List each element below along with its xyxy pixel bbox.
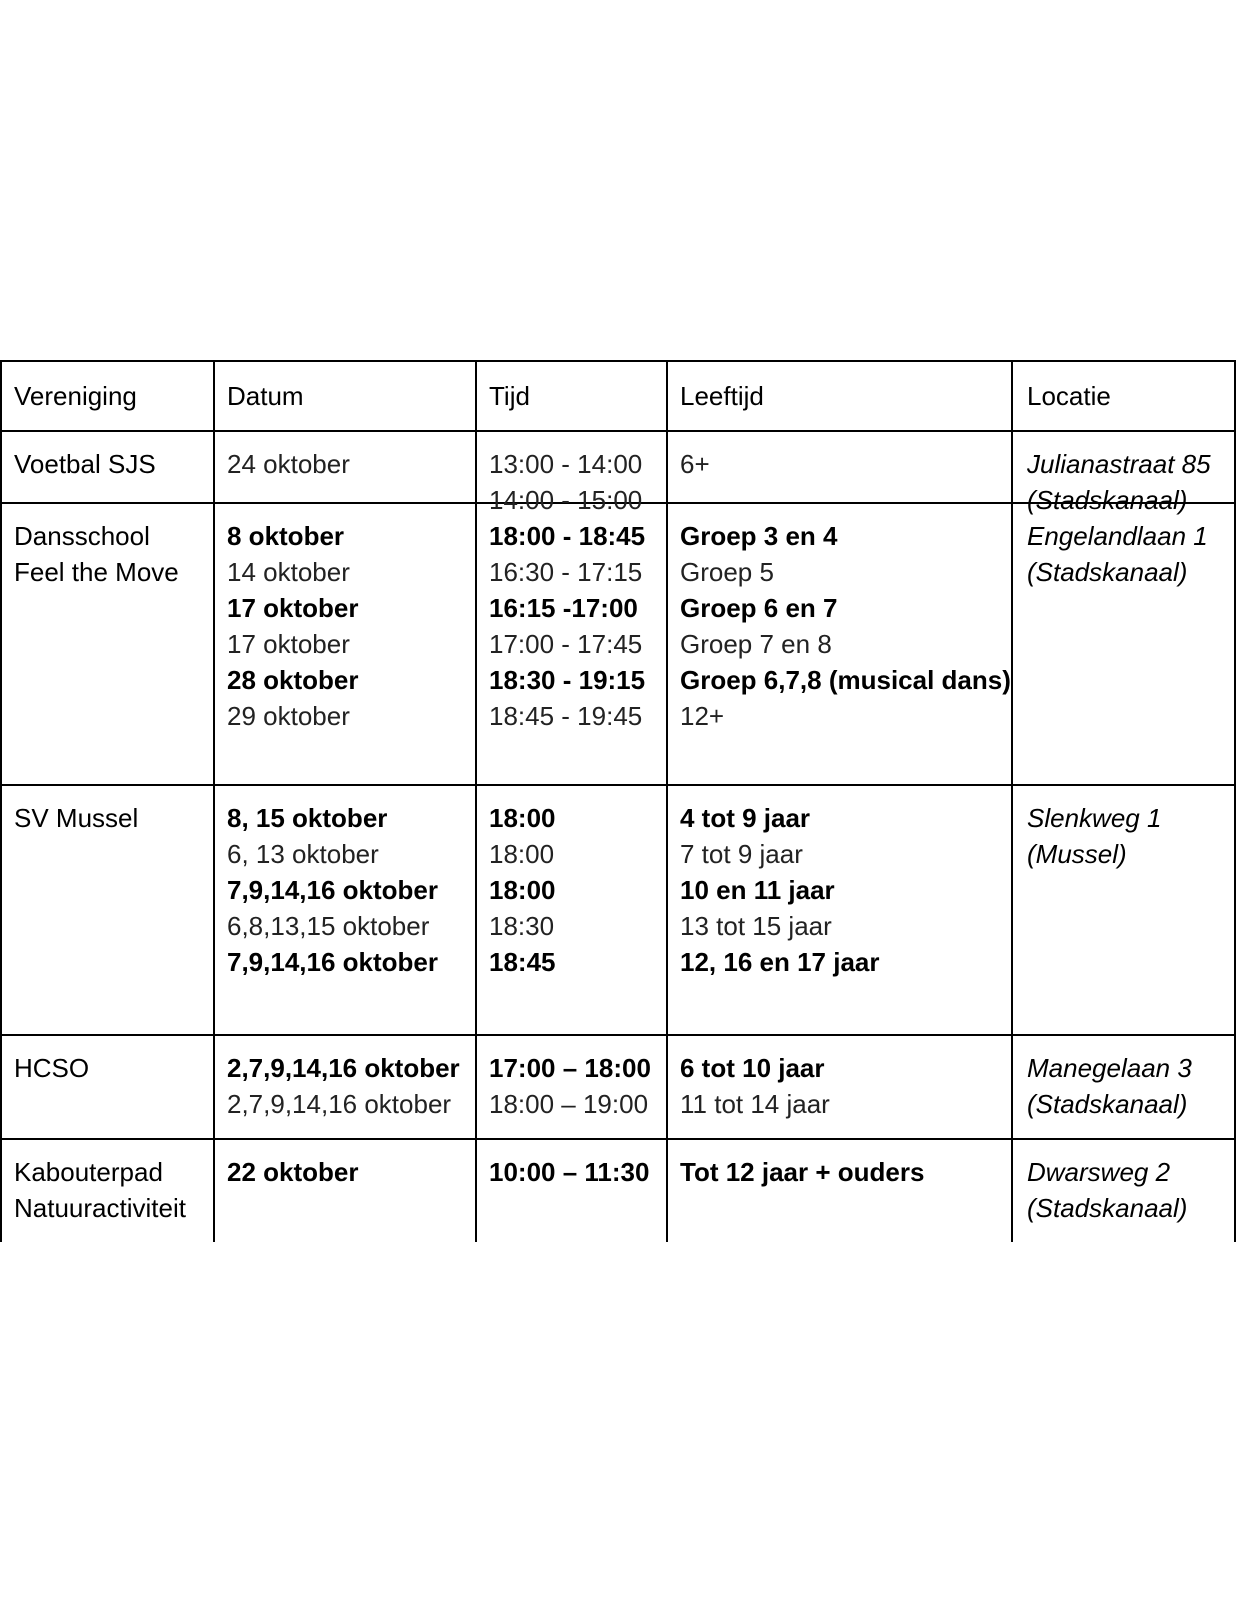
cell-tijd-line: 17:00 - 17:45 [489,629,643,659]
cell-vereniging-line: SV Mussel [14,803,139,833]
cell-vereniging [2,504,215,784]
cell-leeftijd [668,504,1013,784]
cell-leeftijd-line: Tot 12 jaar + ouders [680,1157,925,1187]
cell-tijd-line: 17:00 – 18:00 [489,1053,651,1083]
cell-leeftijd-line: 12+ [680,701,725,731]
cell-datum [215,786,477,1034]
cell-vereniging-line: Feel the Move [14,557,179,587]
cell-tijd-line: 18:00 [489,875,556,905]
cell-leeftijd-line: Groep 6,7,8 (musical dans) [680,665,1011,695]
cell-leeftijd-line: Groep 7 en 8 [680,629,832,659]
cell-datum-line: 17 oktober [227,593,359,623]
cell-locatie-line: (Stadskanaal) [1027,1089,1188,1119]
cell-datum [215,504,477,784]
cell-locatie-line: (Stadskanaal) [1027,1193,1188,1223]
cell-locatie-line: Engelandlaan 1 [1027,521,1208,551]
cell-datum [215,1036,477,1138]
cell-datum-line: 2,7,9,14,16 oktober [227,1089,452,1119]
cell-datum-line: 6,8,13,15 oktober [227,911,430,941]
cell-datum-line: 17 oktober [227,629,350,659]
cell-leeftijd-line: Groep 3 en 4 [680,521,838,551]
cell-locatie-line: Manegelaan 3 [1027,1053,1192,1083]
cell-locatie-line: (Stadskanaal) [1027,557,1188,587]
cell-tijd-line: 18:30 [489,911,555,941]
cell-locatie-line: Dwarsweg 2 [1027,1157,1171,1187]
cell-tijd [477,432,668,515]
cell-leeftijd-line: 6+ [680,449,710,479]
cell-vereniging-line: HCSO [14,1053,90,1083]
cell-tijd-line: 16:15 -17:00 [489,593,638,623]
cell-locatie-line: Slenkweg 1 [1027,803,1162,833]
cell-tijd-line: 10:00 – 11:30 [489,1157,650,1187]
table-row [2,1140,1234,1242]
schedule-table [0,360,1236,1242]
cell-vereniging [2,1036,215,1138]
cell-leeftijd [668,432,1013,502]
cell-tijd-line: 16:30 - 17:15 [489,557,643,587]
cell-tijd-line: 13:00 - 14:00 [489,449,643,479]
cell-locatie-line: (Stadskanaal) [1027,485,1188,515]
cell-leeftijd [668,786,1013,1034]
cell-datum-line: 14 oktober [227,557,350,587]
cell-vereniging-line: Voetbal SJS [14,449,156,479]
cell-datum-line: 7,9,14,16 oktober [227,875,438,905]
cell-tijd-line: 18:45 [489,947,556,977]
cell-locatie [1013,1036,1234,1138]
table-row [2,786,1234,1036]
cell-vereniging-line: Dansschool [14,521,150,551]
cell-datum-line: 29 oktober [227,701,350,731]
cell-vereniging [2,432,215,502]
cell-leeftijd-line: Groep 5 [680,557,774,587]
table-row [2,432,1234,515]
cell-leeftijd-line: 11 tot 14 jaar [680,1089,830,1119]
cell-locatie [1013,504,1234,784]
cell-leeftijd [668,1140,1013,1242]
cell-leeftijd-line: 10 en 11 jaar [680,875,835,905]
cell-tijd [477,504,668,784]
cell-tijd-line: 18:00 – 19:00 [489,1089,649,1119]
cell-tijd [477,1140,668,1242]
cell-datum-line: 2,7,9,14,16 oktober [227,1053,460,1083]
cell-tijd-line: 18:45 - 19:45 [489,701,643,731]
cell-leeftijd [668,1036,1013,1138]
cell-datum-line: 7,9,14,16 oktober [227,947,438,977]
cell-datum-line: 28 oktober [227,665,359,695]
cell-leeftijd-line: 13 tot 15 jaar [680,911,832,941]
cell-datum-line: 24 oktober [227,449,350,479]
header-locatie: Locatie [1027,381,1111,411]
table-row [2,1036,1234,1140]
cell-datum [215,432,477,502]
header-datum: Datum [215,362,477,430]
header-tijd: Tijd [477,362,668,430]
cell-vereniging [2,1140,215,1242]
header-leeftijd: Leeftijd [668,362,1013,430]
table-header-row [2,362,1234,432]
cell-leeftijd-line: 7 tot 9 jaar [680,839,803,869]
cell-tijd-line: 18:00 [489,803,556,833]
cell-vereniging-line: Natuuractiviteit [14,1193,186,1223]
cell-leeftijd-line: 12, 16 en 17 jaar [680,947,880,977]
cell-tijd-line: 14:00 - 15:00 [489,485,643,515]
cell-locatie-line: (Mussel) [1027,839,1127,869]
cell-tijd-line: 18:00 - 18:45 [489,521,646,551]
cell-tijd [477,1036,668,1138]
cell-vereniging [2,786,215,1034]
cell-vereniging-line: Kabouterpad [14,1157,163,1187]
cell-datum-line: 8 oktober [227,521,345,551]
cell-locatie [1013,786,1234,1034]
header-vereniging: Vereniging [2,362,215,430]
cell-locatie [1013,1140,1234,1242]
cell-datum-line: 22 oktober [227,1157,359,1187]
cell-datum-line: 8, 15 oktober [227,803,388,833]
cell-leeftijd-line: Groep 6 en 7 [680,593,838,623]
cell-leeftijd-line: 6 tot 10 jaar [680,1053,825,1083]
cell-datum-line: 6, 13 oktober [227,839,379,869]
cell-tijd-line: 18:30 - 19:15 [489,665,646,695]
table-row [2,504,1234,786]
cell-datum [215,1140,477,1242]
cell-tijd-line: 18:00 [489,839,555,869]
cell-tijd [477,786,668,1034]
cell-locatie [1013,432,1234,515]
cell-locatie-line: Julianastraat 85 [1027,449,1211,479]
cell-leeftijd-line: 4 tot 9 jaar [680,803,811,833]
